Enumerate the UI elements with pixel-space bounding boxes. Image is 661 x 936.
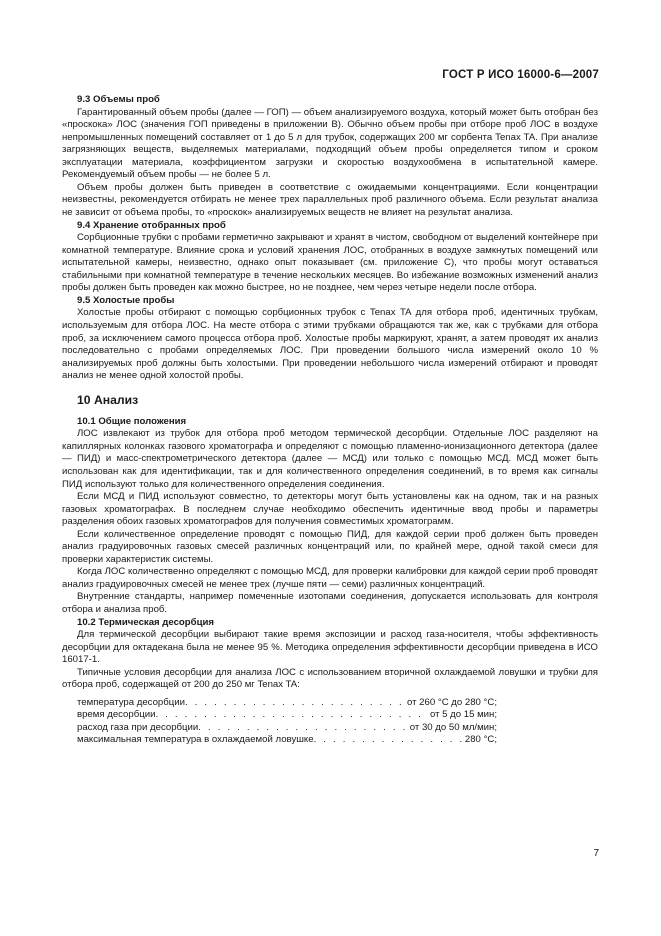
section-10-title: 10 Анализ [77, 392, 139, 407]
condition-label: температура десорбции [77, 696, 185, 708]
section-10-1-paragraph-3: Если количественное определение проводят с помощью ПИД, для каждой серии проб должен быть проведен анализ градуировочных газовых смесей различных концентраций или, по крайней мере, одной такой смеси для проверки характеристик системы. [62, 528, 598, 565]
condition-label: время десорбции [77, 709, 156, 721]
condition-row [77, 734, 497, 747]
leader-dots [155, 709, 428, 722]
document-header: ГОСТ Р ИСО 16000-6—2007 [442, 69, 599, 81]
section-9-5-paragraph-1: Холостые пробы отбирают с помощью сорбционных трубок с Tenax TA для отбора проб, идентичных трубкам, используемым для отбора ЛОС. На месте отбора с этими трубками обращаются так же, как с трубками для отбора проб, за исключением самого процесса отбора проб. Холостые пробы маркируют, хранят, а затем проводят их анализ последовательно с пробами определяемых ЛОС. При проведении большого числа измерений около 10 % анализируемых проб должны быть холостыми. При проведении небольшого числа измерений отбирают и проводят анализ не менее одной холостой пробы. [62, 307, 598, 382]
desorption-conditions-list [77, 697, 497, 747]
section-10-1-paragraph-4: Когда ЛОС количественно определяют с помощью МСД, для проверки калибровки для каждой серии проб проводят анализ градуировочных смесей не менее трех (лучше пяти — семи) различных концентраций. [62, 566, 598, 590]
section-10-2-title: 10.2 Термическая десорбция [77, 616, 214, 628]
section-10-1-paragraph-1: ЛОС извлекают из трубок для отбора проб методом термической десорбции. Отдельные ЛОС разделяют на капиллярных колонках газового хроматографа и определяют с помощью пламенно-ионизационного детектора (далее — ПИД) и масс-спектрометрического детектора (далее — МСД) или только с помощью МСД. МСД может быть использован как для идентификации, так и для количественного определения соединений, в то время как сигналы ПИД используют только для количественного определения соединения. [62, 428, 598, 490]
section-9-4-paragraph-1: Сорбционные трубки с пробами герметично закрывают и хранят в чистом, свободном от выделений контейнере при комнатной температуре. Влияние срока и условий хранения ЛОС, отобранных в воздухе замкнутых помещений или испытательной камеры, неизвестно, однако опыт показывает (см. приложение С), что пробы могут оставаться стабильными при комнатной температуре в течение нескольких месяцев. Во избежание возможных изменений анализ пробы должен быть проведен как можно быстрее, но не позднее, чем через четыре недели после отбора. [62, 232, 598, 294]
section-10-1-paragraph-2: Если МСД и ПИД используют совместно, то детекторы могут быть установлены как на одном, так и на разных газовых хроматографах. В последнем случае необходимо обеспечить идентичные ввод пробы и параметры разделения обоих газовых хроматографов для получения совместимых хроматограмм. [62, 491, 598, 528]
condition-row [77, 697, 497, 710]
leader-dots [198, 722, 408, 735]
section-9-3-paragraph-1: Гарантированный объем пробы (далее — ГОП) — объем анализируемого воздуха, который может быть отобран без «проскока» ЛОС (значения ГОП приведены в приложении В). Обычно объем пробы при отборе проб ЛОС в воздухе непромышленных помещений составляет от 1 до 5 л для трубок, содержащих 200 мг сорбента Tenax TA. При анализе загрязняющих веществ, выделяемых материалами, подходящий объем пробы определяется типом и сроком эксплуатации материала, коэффициентом загрузки и скоростью воздухообмена в испытательной камере. Рекомендуемый объем пробы — не более 5 л. [62, 106, 598, 181]
section-10-1-paragraph-5: Внутренние стандарты, например помеченные изотопами соединения, допускается использовать для контроля отбора и анализа проб. [62, 591, 598, 615]
condition-value: от 260 °С до 280 °С; [407, 696, 497, 708]
section-9-4-title: 9.4 Хранение отобранных проб [77, 219, 226, 231]
leader-dots [314, 734, 463, 747]
condition-row [77, 722, 497, 735]
section-9-3-paragraph-2: Объем пробы должен быть приведен в соответствие с ожидаемыми концентрациями. Если концентрации неизвестны, рекомендуется отбирать не менее трех параллельных проб различного объема. Если результат анализа не зависит от объема пробы, то «проскок» анализируемых веществ не влияет на результат анализа. [62, 181, 598, 218]
condition-row [77, 709, 497, 722]
leader-dots [185, 697, 405, 710]
section-10-2-paragraph-1: Для термической десорбции выбирают такие время экспозиции и расход газа-носителя, чтобы эффективность десорбции для октадекана была не менее 95 %. Методика определения эффективности десорбции приведена в ИСО 16017-1. [62, 629, 598, 666]
condition-value: от 30 до 50 мл/мин; [409, 721, 497, 733]
page-number: 7 [593, 848, 599, 859]
section-9-5-title: 9.5 Холостые пробы [77, 294, 175, 306]
condition-value: от 5 до 15 мин; [429, 709, 497, 721]
condition-value: 280 °С; [464, 734, 497, 746]
section-9-3-title: 9.3 Объемы проб [77, 94, 160, 105]
section-10-1-title: 10.1 Общие положения [77, 415, 187, 427]
section-10-2-paragraph-2: Типичные условия десорбции для анализа ЛОС с использованием вторичной охлаждаемой ловушки и трубки для отбора проб, содержащей от 200 до 250 мг Tenax TA: [62, 666, 598, 691]
document-body [62, 94, 598, 747]
condition-label: максимальная температура в охлаждаемой ловушке [77, 734, 314, 746]
condition-label: расход газа при десорбции [77, 721, 199, 733]
